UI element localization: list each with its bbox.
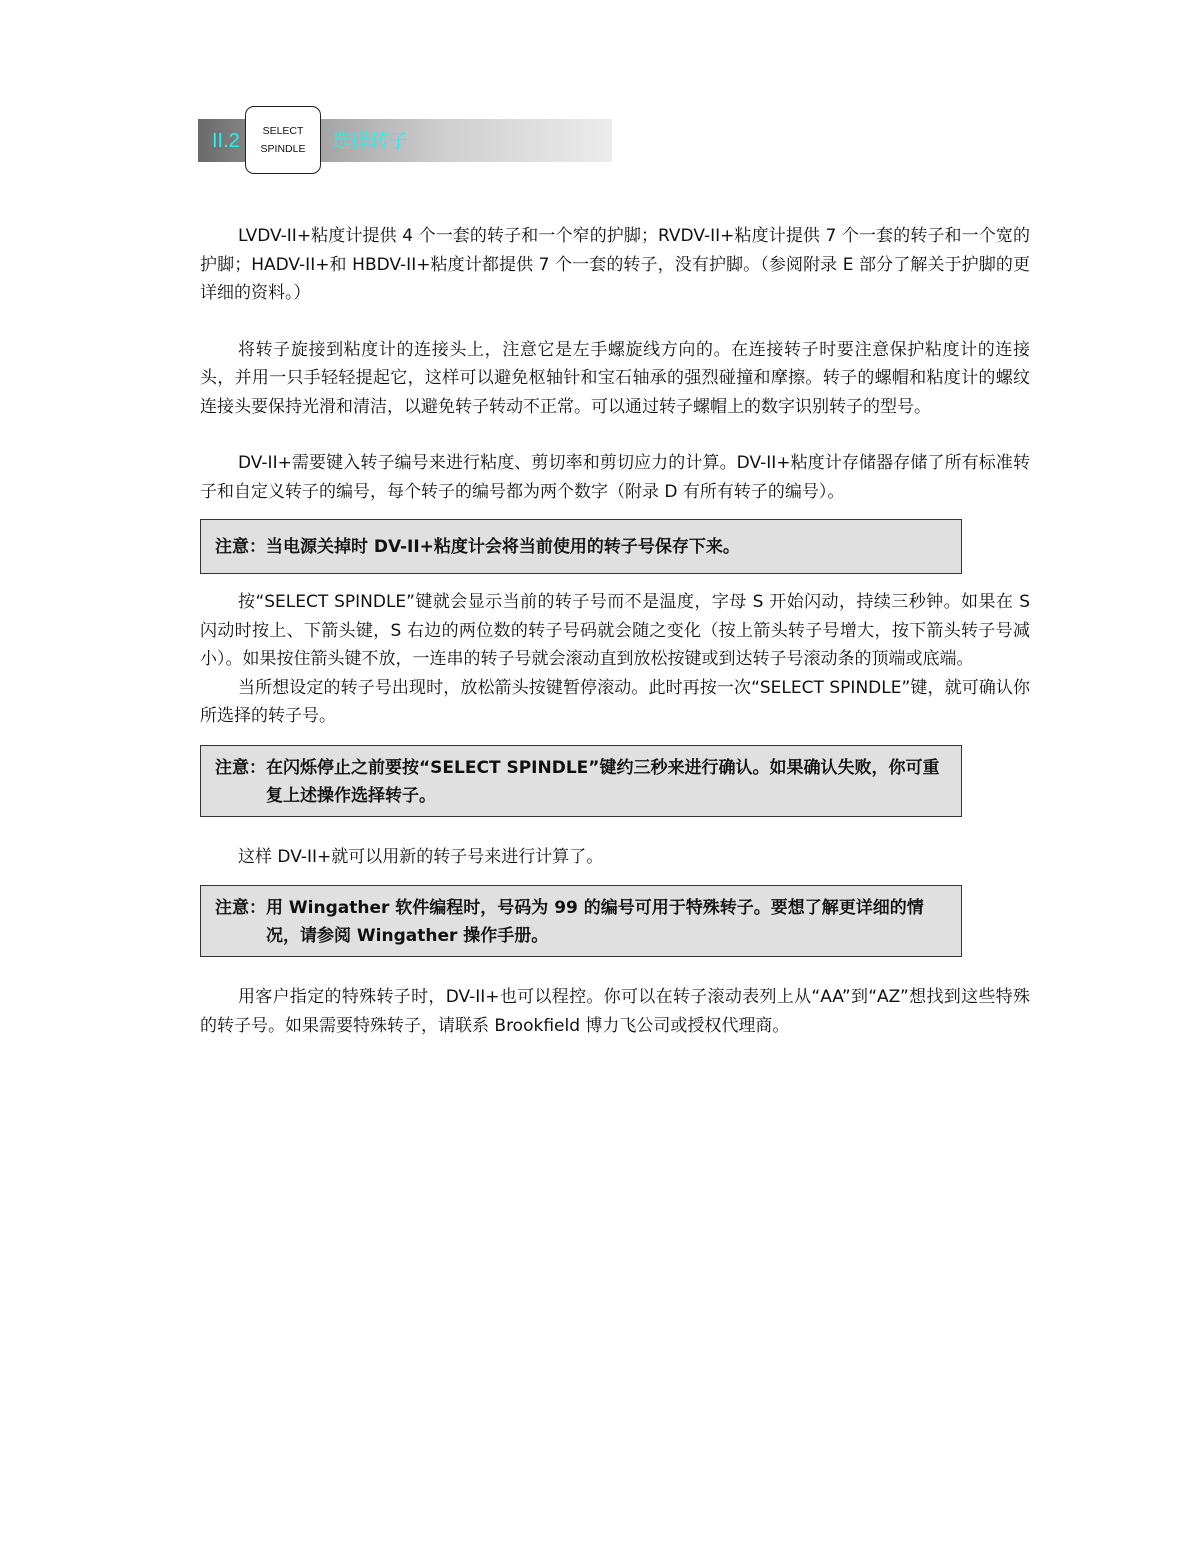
paragraph-new-spindle: 这样 DV-II+就可以用新的转子号来进行计算了。: [238, 846, 604, 867]
note-label: 注意：: [215, 757, 266, 778]
note-text: 用 Wingather 软件编程时，号码为 99 的编号可用于特殊转子。要想了解更详细的情况，请参阅 Wingather 操作手册。: [266, 898, 924, 946]
note-box-wingather: [200, 885, 962, 957]
section-number: II.2: [212, 130, 240, 152]
select-spindle-key-icon: [245, 106, 321, 174]
paragraph-special-spindles: 用客户指定的特殊转子时，DV-II+也可以程控。你可以在转子滚动表列上从“AA”到“AZ”想找到这些特殊的转子号。如果需要特殊转子，请联系 Brookfield 博力飞公司或授权代理商。: [200, 987, 1030, 1036]
key-label-line2: SPINDLE: [260, 143, 306, 155]
paragraph-spindle-code: DV-II+需要键入转子编号来进行粘度、剪切率和剪切应力的计算。DV-II+粘度计存储器存储了所有标准转子和自定义转子的编号，每个转子的编号都为两个数字（附录 D 有所有转子的编号）。: [200, 453, 1030, 502]
note-text: 在闪烁停止之前要按“SELECT SPINDLE”键约三秒来进行确认。如果确认失败，你可重复上述操作选择转子。: [266, 757, 940, 806]
paragraph-confirm-selection: 当所想设定的转子号出现时，放松箭头按键暂停滚动。此时再按一次“SELECT SPINDLE”键，就可确认你所选择的转子号。: [200, 677, 1030, 726]
document-body: [200, 222, 1030, 1040]
section-title: 选择转子: [332, 130, 409, 152]
paragraph-attach-spindle: 将转子旋接到粘度计的连接头上，注意它是左手螺旋线方向的。在连接转子时要注意保护粘度计的连接头，并用一只手轻轻提起它，这样可以避免枢轴针和宝石轴承的强烈碰撞和摩擦。转子的螺帽和粘度计的螺纹连接头要保持光滑和清洁，以避免转子转动不正常。可以通过转子螺帽上的数字识别转子的型号。: [200, 339, 1030, 417]
note-box-power-off: [200, 519, 962, 574]
note-text: 当电源关掉时 DV-II+粘度计会将当前使用的转子号保存下来。: [266, 537, 740, 557]
note-label: 注意：: [215, 898, 266, 918]
key-label-line1: SELECT: [262, 125, 304, 137]
note-label: 注意：: [215, 537, 266, 557]
paragraph-spindle-sets: LVDV-II+粘度计提供 4 个一套的转子和一个窄的护脚；RVDV-II+粘度计提供 7 个一套的转子和一个宽的护脚；HADV-II+和 HBDV-II+粘度计都提供 7 个一套的转子，没有护脚。（参阅附录 E 部分了解关于护脚的更详细的资料。）: [200, 226, 1030, 303]
paragraph-select-procedure: 按“SELECT SPINDLE”键就会显示当前的转子号而不是温度，字母 S 开始闪动，持续三秒钟。如果在 S 闪动时按上、下箭头键，S 右边的两位数的转子号码就会随之变化（按上箭头转子号增大，按下箭头转子号减小）。如果按住箭头键不放，一连串的转子号就会滚动直到放松按键或到达转子号滚动条的顶端或底端。: [200, 592, 1030, 669]
note-box-confirm: [200, 745, 962, 817]
